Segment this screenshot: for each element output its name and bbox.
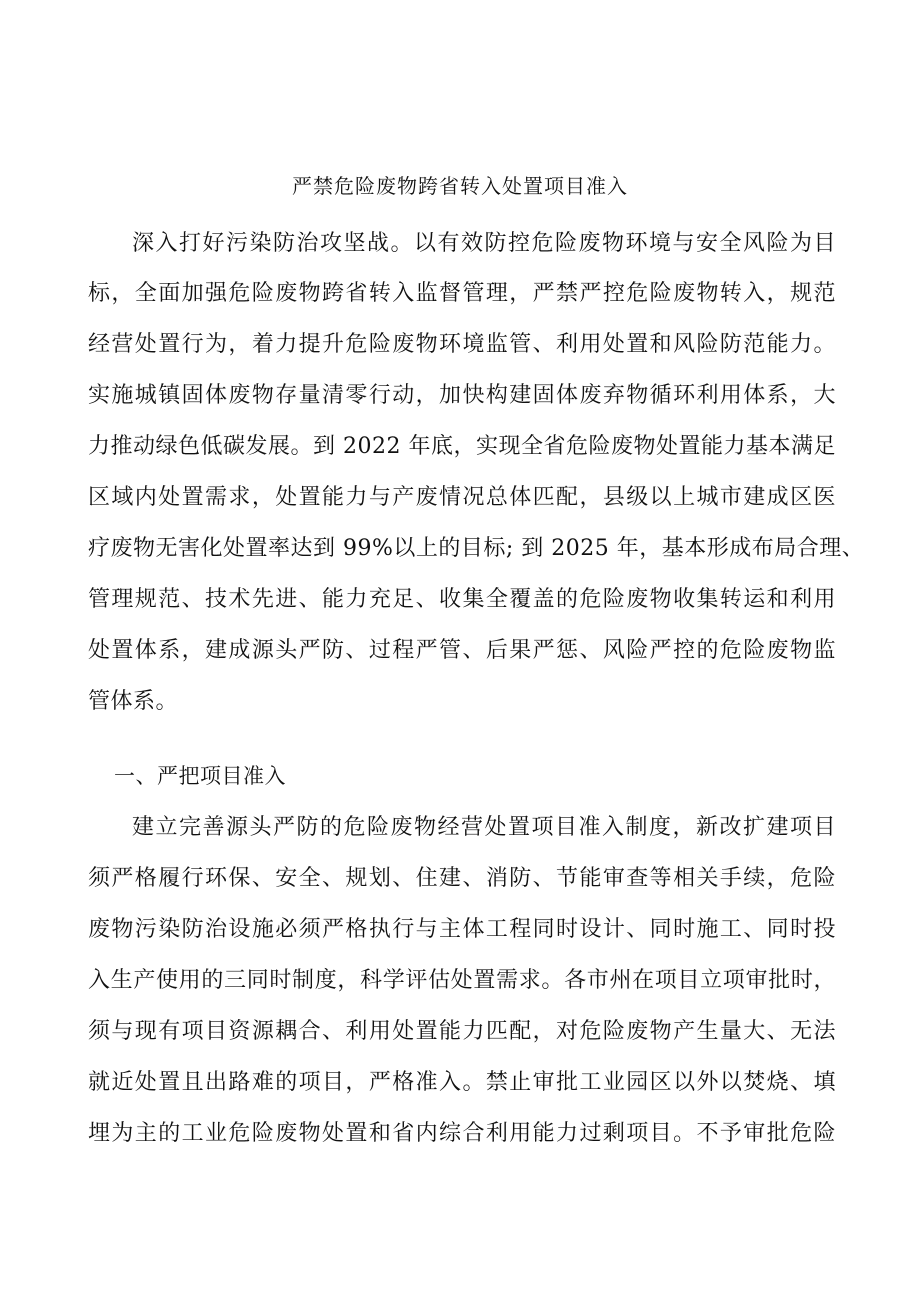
paragraph-line: 须严格履行环保、安全、规划、住建、消防、节能审查等相关手续，危险: [88, 866, 836, 891]
paragraph-line: 处置体系，建成源头严防、过程严管、后果严惩、风险严控的危险废物监: [88, 638, 836, 663]
paragraph-line: 区域内处置需求，处置能力与产废情况总体匹配，县级以上城市建成区医: [88, 485, 836, 510]
paragraph-line: 须与现有项目资源耦合、利用处置能力匹配，对危险废物产生量大、无法: [88, 1019, 836, 1044]
paragraph-line: 建立完善源头严防的危险废物经营处置项目准入制度，新改扩建项目: [132, 815, 836, 840]
paragraph-line: 标，全面加强危险废物跨省转入监督管理，严禁严控危险废物转入，规范: [88, 281, 836, 306]
paragraph-line: 深入打好污染防治攻坚战。以有效防控危险废物环境与安全风险为目: [132, 231, 836, 256]
paragraph-line: 疗废物无害化处置率达到 99%以上的目标; 到 2025 年，基本形成布局合理、: [88, 536, 865, 561]
paragraph-line: 入生产使用的三同时制度，科学评估处置需求。各市州在项目立项审批时，: [88, 968, 836, 993]
paragraph-line: 实施城镇固体废物存量清零行动，加快构建固体废弃物循环利用体系，大: [88, 383, 836, 408]
section-heading: 一、严把项目准入: [114, 764, 286, 788]
paragraph-line: 废物污染防治设施必须严格执行与主体工程同时设计、同时施工、同时投: [88, 917, 836, 942]
paragraph-line: 经营处置行为，着力提升危险废物环境监管、利用处置和风险防范能力。: [88, 332, 836, 357]
paragraph-line: 就近处置且出路难的项目，严格准入。禁止审批工业园区以外以焚烧、填: [88, 1070, 836, 1095]
paragraph-line: 力推动绿色低碳发展。到 2022 年底，实现全省危险废物处置能力基本满足: [88, 434, 836, 459]
paragraph-line: 管理规范、技术先进、能力充足、收集全覆盖的危险废物收集转运和利用: [88, 587, 836, 612]
document-title: 严禁危险废物跨省转入处置项目准入: [292, 174, 628, 198]
paragraph-line: 管体系。: [88, 689, 179, 714]
paragraph-line: 埋为主的工业危险废物处置和省内综合利用能力过剩项目。不予审批危险: [88, 1121, 836, 1146]
